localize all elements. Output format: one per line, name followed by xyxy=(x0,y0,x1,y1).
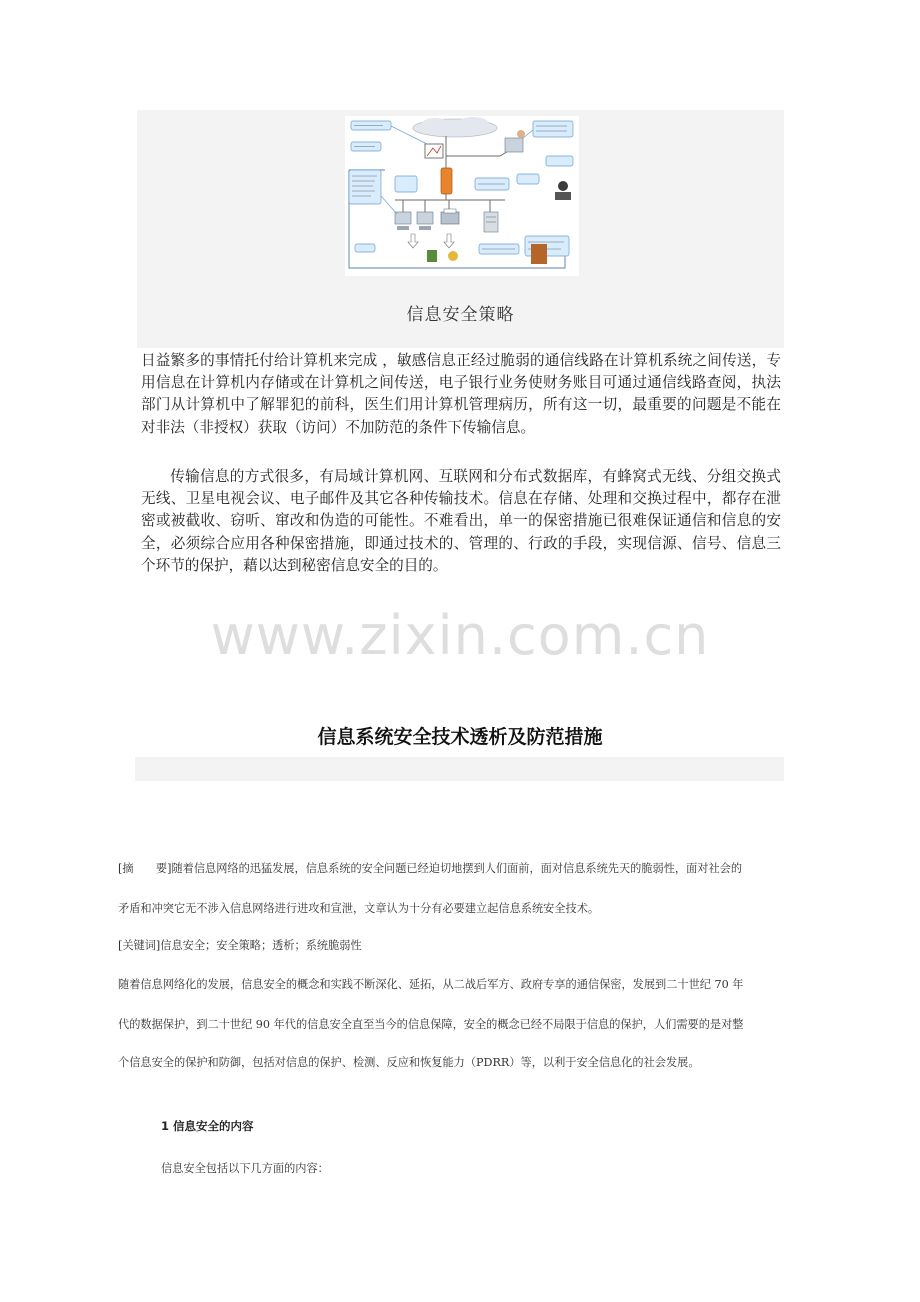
cloud-icon xyxy=(413,117,497,137)
title-underbar xyxy=(135,757,784,781)
keywords-line: [关键词]信息安全；安全策略；透析；系统脆弱性 xyxy=(118,939,362,952)
abstract-line-2: 矛盾和冲突它无不涉入信息网络进行进攻和宣泄，文章认为十分有必要建立起信息系统安全技术。 xyxy=(118,902,600,915)
watermark: www.zixin.com.cn xyxy=(210,604,710,667)
figure-panel xyxy=(137,110,784,348)
intro-paragraph-2: 传输信息的方式很多，有局域计算机网、互联网和分布式数据库，有蜂窝式无线、分组交换式无线、卫星电视会议、电子邮件及其它各种传输技术。信息在存储、处理和交换过程中，都存在泄密或被截收、窃听、窜改和伪造的可能性。不难看出，单一的保密措施已很难保证通信和信息的安全，必须综合应用各种保密措施，即通过技术的、管理的、行政的手段，实现信源、信号、信息三个环节的保护，藉以达到秘密信息安全的目的。 xyxy=(141,468,781,574)
body-line-2: 代的数据保护，到二十世纪 90 年代的信息安全直至当今的信息保障，安全的概念已经不局限于信息的保护，人们需要的是对整 xyxy=(118,1018,744,1031)
intro-paragraph-1: 日益繁多的事情托付给计算机来完成 ，敏感信息正经过脆弱的通信线路在计算机系统之间传送，专用信息在计算机内存储或在计算机之间传送，电子银行业务使财务账目可通过通信线路查阅，执法部门从计算机中了解罪犯的前科，医生们用计算机管理病历，所有这一切，最重要的问题是不能在对非法（非授权）获取（访问）不加防范的条件下传输信息。 xyxy=(141,352,781,436)
figure-caption: 信息安全策略 xyxy=(406,305,515,325)
abstract-line-1: [摘 要]随着信息网络的迅猛发展，信息系统的安全问题已经迫切地摆到人们面前，面对信息系统先天的脆弱性，面对社会的 xyxy=(118,862,743,875)
section-heading-1: 1 信息安全的内容 xyxy=(161,1119,254,1133)
section-1-intro: 信息安全包括以下几方面的内容： xyxy=(161,1162,329,1175)
firewall-icon xyxy=(441,168,452,194)
network-security-diagram xyxy=(345,116,579,276)
body-line-1: 随着信息网络化的发展，信息安全的概念和实践不断深化、延拓，从二战后军方、政府专享的通信保密，发展到二十世纪 70 年 xyxy=(118,978,744,991)
article-title: 信息系统安全技术透析及防范措施 xyxy=(317,726,603,748)
server-icon xyxy=(484,212,498,232)
body-line-3: 个信息安全的保护和防御，包括对信息的保护、检测、反应和恢复能力（PDRR）等，以利于安全信息化的社会发展。 xyxy=(118,1056,700,1069)
